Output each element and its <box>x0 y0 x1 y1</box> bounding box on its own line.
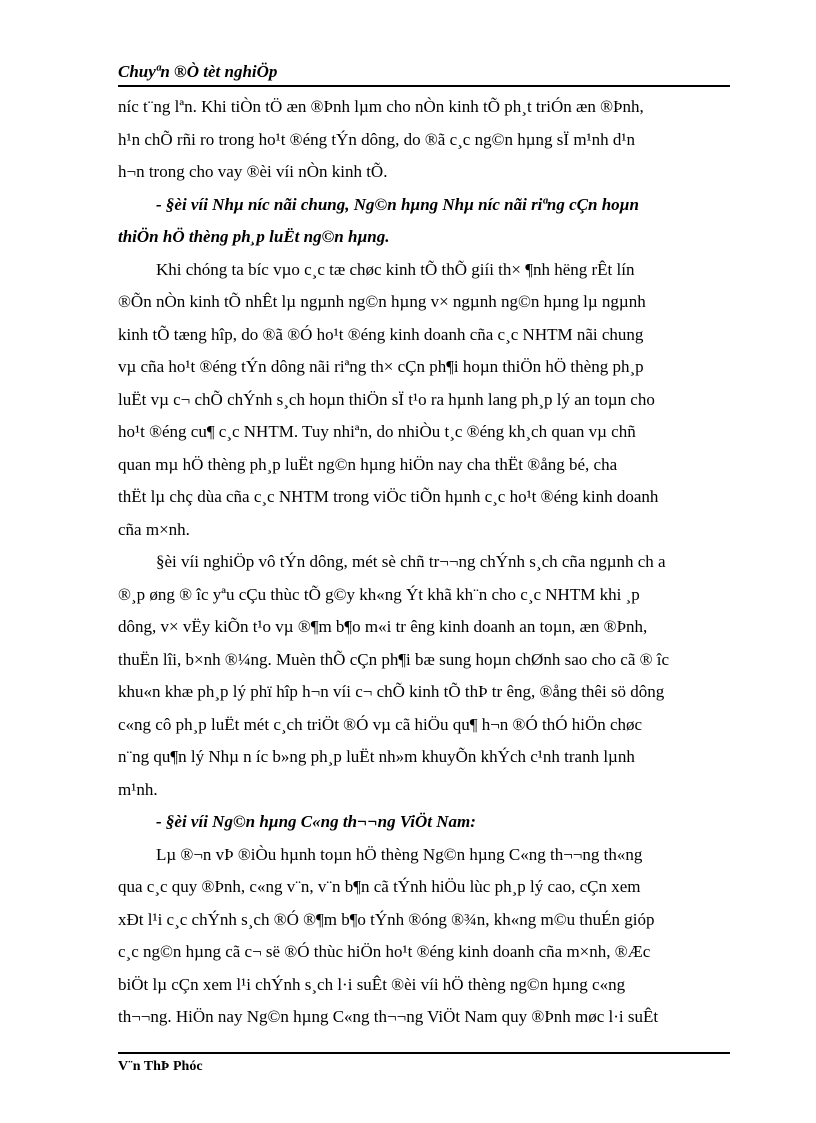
section-heading-vietinbank <box>118 806 730 839</box>
heading-line: - §èi víi Ng©n hµng C«ng th¬¬ng ViÖt Nam: <box>156 812 476 831</box>
text-line: n¨ng qu¶n lý Nhµ n íc b»ng ph¸p luËt nh»m khuyÕn khÝch c¹nh tranh lµnh <box>118 747 635 766</box>
text-line: m¹nh. <box>118 779 158 799</box>
text-line: c«ng cô ph¸p luËt mét c¸ch triÖt ®Ó vµ cã hiÖu qu¶ h¬n ®Ó thÓ hiÖn chøc <box>118 714 643 734</box>
header-divider <box>118 85 730 87</box>
text-line: kinh tÕ tæng hîp, do ®ã ®Ó ho¹t ®éng kinh doanh cña c¸c NHTM nãi chung <box>118 324 644 344</box>
text-line: Khi chóng ta bíc vµo c¸c tæ chøc kinh tÕ thÕ giíi th× ¶nh hëng rÊt lín <box>156 259 635 279</box>
paragraph-intl-integration <box>118 254 730 547</box>
text-line: vµ cña ho¹t ®éng tÝn dông nãi riªng th× cÇn ph¶i hoµn thiÖn hÖ thèng ph¸p <box>118 357 644 376</box>
text-line: ®¸p øng ® îc yªu cÇu thùc tÕ g©y kh«ng Ýt khã kh¨n cho c¸c NHTM khi ¸p <box>118 584 640 604</box>
text-line: luËt vµ c¬ chÕ chÝnh s¸ch hoµn thiÖn sÏ t¹o ra hµnh lang ph¸p lý an toµn cho <box>118 389 655 409</box>
paragraph-continuation <box>118 91 730 189</box>
text-line: xÐt l¹i c¸c chÝnh s¸ch ®Ó ®¶m b¶o tÝnh ®óng ®¾n, kh«ng m©u thuÉn gióp <box>118 909 655 929</box>
paragraph-vietinbank-role <box>118 839 730 1034</box>
text-line: th¬¬ng. HiÖn nay Ng©n hµng C«ng th¬¬ng ViÖt Nam quy ®Þnh møc l·i suÊt <box>118 1007 659 1026</box>
heading-line: - §èi víi Nhµ níc nãi chung, Ng©n hµng Nhµ níc nãi riªng cÇn hoµn <box>156 194 639 214</box>
text-line: ho¹t ®éng cu¶ c¸c NHTM. Tuy nhiªn, do nhiÒu t¸c ®éng kh¸ch quan vµ chñ <box>118 422 636 441</box>
text-line: Lµ ®¬n vÞ ®iÒu hµnh toµn hÖ thèng Ng©n hµng C«ng th¬¬ng th«ng <box>156 844 643 864</box>
paragraph-credit-policy <box>118 546 730 806</box>
heading-line: thiÖn hÖ thèng ph¸p luËt ng©n hµng. <box>118 227 390 246</box>
section-heading-state-bank <box>118 189 730 254</box>
text-line: §èi víi nghiÖp vô tÝn dông, mét sè chñ tr¬¬ng chÝnh s¸ch cña ngµnh ch a <box>156 552 666 571</box>
text-line: cña m×nh. <box>118 519 190 539</box>
text-line: dông, v× vËy kiÕn t¹o vµ ®¶m b¶o m«i tr êng kinh doanh an toµn, æn ®Þnh, <box>118 617 648 636</box>
text-line: h¬n trong cho vay ®èi víi nÒn kinh tÕ. <box>118 162 388 181</box>
text-line: biÖt lµ cÇn xem l¹i chÝnh s¸ch l·i suÊt ®èi víi hÖ thèng ng©n hµng c«ng <box>118 974 626 994</box>
page-footer-author: V¨n ThÞ Phóc <box>118 1059 203 1074</box>
text-line: h¹n chÕ rñi ro trong ho¹t ®éng tÝn dông, do ®ã c¸c ng©n hµng sÏ m¹nh d¹n <box>118 129 635 149</box>
document-body <box>118 91 730 1034</box>
text-line: ®Õn nÒn kinh tÕ nhÊt lµ ngµnh ng©n hµng v× ngµnh ng©n hµng lµ ngµnh <box>118 292 646 311</box>
text-line: khu«n khæ ph¸p lý phï hîp h¬n víi c¬ chÕ kinh tÕ thÞ tr êng, ®ång thêi sö dông <box>118 682 665 701</box>
page-header-title: Chuyªn ®Ò tèt nghiÖp <box>118 62 278 81</box>
text-line: thËt lµ chç dùa cña c¸c NHTM trong viÖc tiÕn hµnh c¸c ho¹t ®éng kinh doanh <box>118 487 659 506</box>
text-line: c¸c ng©n hµng cã c¬ së ®Ó thùc hiÖn ho¹t ®éng kinh doanh cña m×nh, ®Æc <box>118 942 651 961</box>
footer-divider <box>118 1052 730 1054</box>
text-line: thuËn lîi, b×nh ®¼ng. Muèn thÕ cÇn ph¶i bæ sung hoµn chØnh sao cho cã ® îc <box>118 649 670 669</box>
text-line: níc t¨ng lªn. Khi tiÒn tÖ æn ®Þnh lµm cho nÒn kinh tÕ ph¸t triÓn æn ®Þnh, <box>118 97 644 116</box>
text-line: qua c¸c quy ®Þnh, c«ng v¨n, v¨n b¶n cã tÝnh hiÖu lùc ph¸p lý cao, cÇn xem <box>118 877 641 896</box>
text-line: quan mµ hÖ thèng ph¸p luËt ng©n hµng hiÖn nay cha thËt ®ång bé, cha <box>118 454 618 474</box>
